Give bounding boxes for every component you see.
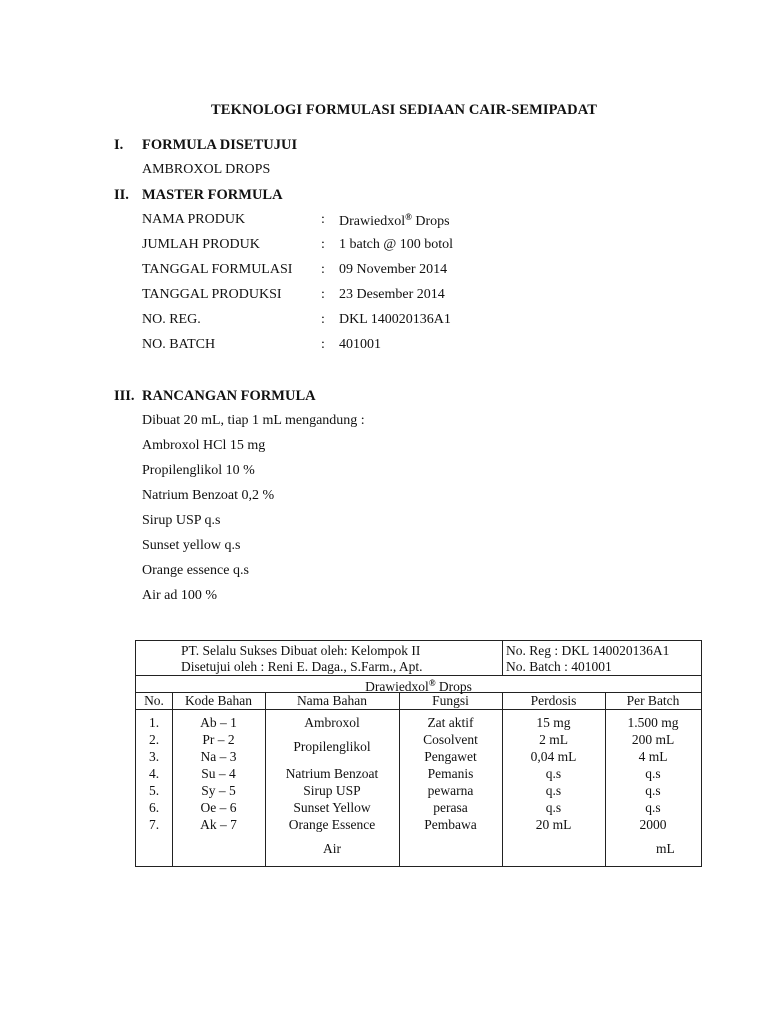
list-item: Natrium Benzoat 0,2 % xyxy=(142,488,275,503)
table-cell: 4 mL xyxy=(638,749,668,764)
column-kode xyxy=(172,714,265,833)
table-cell: Propilenglikol xyxy=(293,739,371,754)
approved-formula-name: AMBROXOL DROPS xyxy=(142,162,271,177)
table-cell: Pemanis xyxy=(427,766,474,781)
registered-mark: ® xyxy=(428,678,436,688)
mf-label: NO. REG. xyxy=(142,312,201,327)
table-cell: 2 mL xyxy=(539,732,568,747)
table-cell: Na – 3 xyxy=(200,749,237,764)
column-perbatch xyxy=(605,714,701,816)
table-cell: Sirup USP xyxy=(303,783,361,798)
section-heading: FORMULA DISETUJUI xyxy=(142,137,298,153)
mf-value: Drawiedxol® Drops xyxy=(339,212,450,229)
mf-colon: : xyxy=(321,312,325,327)
company-line: PT. Selalu Sukses Dibuat oleh: Kelompok II xyxy=(181,643,421,658)
list-item: Propilenglikol 10 % xyxy=(142,463,255,478)
table-cell: Natrium Benzoat xyxy=(285,766,379,781)
table-cell: Sunset Yellow xyxy=(293,800,371,815)
table-cell: 1.500 mg xyxy=(627,715,679,730)
list-item: Ambroxol HCl 15 mg xyxy=(142,438,266,453)
formula-table xyxy=(135,640,702,867)
mf-value: 09 November 2014 xyxy=(339,262,448,277)
column-header: Fungsi xyxy=(432,693,469,708)
table-cell: Orange Essence xyxy=(288,817,376,832)
table-cell: 20 mL xyxy=(535,817,572,832)
mf-colon: : xyxy=(321,237,325,252)
table-cell: q.s xyxy=(545,766,562,781)
table-cell: mL xyxy=(656,841,675,856)
formula-intro: Dibuat 20 mL, tiap 1 mL mengandung : xyxy=(142,413,365,428)
table-cell: 1. xyxy=(148,715,160,730)
table-cell: 200 mL xyxy=(631,732,675,747)
mf-colon: : xyxy=(321,287,325,302)
table-cell: Zat aktif xyxy=(427,715,474,730)
mf-colon: : xyxy=(321,337,325,352)
table-cell: Air xyxy=(323,841,341,856)
table-cell: perasa xyxy=(433,800,468,815)
table-cell: 3. xyxy=(148,749,160,764)
section-number: III. xyxy=(114,388,135,404)
table-cell: Sy – 5 xyxy=(201,783,236,798)
list-item: Sunset yellow q.s xyxy=(142,538,241,553)
section-heading: RANCANGAN FORMULA xyxy=(142,388,316,404)
mf-label: TANGGAL FORMULASI xyxy=(142,262,293,277)
table-cell: 0,04 mL xyxy=(530,749,577,764)
column-perdosis xyxy=(502,714,605,833)
table-cell: Pembawa xyxy=(424,817,477,832)
table-cell: Pr – 2 xyxy=(202,732,235,747)
column-no xyxy=(136,714,172,833)
mf-label: JUMLAH PRODUK xyxy=(142,237,260,252)
table-cell: 15 mg xyxy=(536,715,571,730)
table-cell: Cosolvent xyxy=(423,732,478,747)
mf-label: TANGGAL PRODUKSI xyxy=(142,287,282,302)
mf-value: 1 batch @ 100 botol xyxy=(339,237,453,252)
table-cell: 2. xyxy=(148,732,160,747)
mf-value: 401001 xyxy=(339,337,381,352)
column-fungsi xyxy=(399,714,502,833)
mf-label: NO. BATCH xyxy=(142,337,216,352)
table-cell: q.s xyxy=(645,766,661,781)
table-cell: Oe – 6 xyxy=(200,800,237,815)
table-cell: 5. xyxy=(148,783,160,798)
table-cell: q.s xyxy=(545,783,562,798)
section-heading: MASTER FORMULA xyxy=(142,187,283,203)
table-cell: Pengawet xyxy=(424,749,477,764)
column-header: Perdosis xyxy=(530,693,577,708)
column-header: Per Batch xyxy=(626,693,680,708)
page-title: TEKNOLOGI FORMULASI SEDIAAN CAIR-SEMIPADAT xyxy=(211,102,597,118)
table-cell: 7. xyxy=(148,817,160,832)
section-number: I. xyxy=(114,137,124,153)
table-cell: q.s xyxy=(645,783,661,798)
mf-label: NAMA PRODUK xyxy=(142,212,246,227)
table-cell: Ambroxol xyxy=(304,715,360,730)
column-header: No. xyxy=(144,693,164,708)
table-cell: Ab – 1 xyxy=(200,715,237,730)
table-cell: 4. xyxy=(148,766,160,781)
table-cell: Su – 4 xyxy=(201,766,236,781)
table-cell: Ak – 7 xyxy=(200,817,237,832)
section-number: II. xyxy=(114,187,129,203)
product-name-row: Drawiedxol® Drops xyxy=(365,678,472,694)
list-item: Sirup USP q.s xyxy=(142,513,221,528)
table-cell: pewarna xyxy=(427,783,474,798)
registration-line: No. Reg : DKL 140020136A1 xyxy=(506,643,670,658)
mf-value: 23 Desember 2014 xyxy=(339,287,445,302)
registered-mark: ® xyxy=(405,212,412,222)
list-item: Air ad 100 % xyxy=(142,588,218,603)
table-cell: 2000 xyxy=(639,817,667,832)
approval-line: Disetujui oleh : Reni E. Daga., S.Farm., Apt. xyxy=(181,659,423,674)
table-cell: q.s xyxy=(645,800,661,815)
list-item: Orange essence q.s xyxy=(142,563,249,578)
table-cell: q.s xyxy=(545,800,562,815)
mf-value: DKL 140020136A1 xyxy=(339,312,451,327)
table-cell: 6. xyxy=(148,800,160,815)
mf-colon: : xyxy=(321,262,325,277)
batch-line: No. Batch : 401001 xyxy=(506,659,612,674)
column-header: Kode Bahan xyxy=(184,693,253,708)
mf-colon: : xyxy=(321,212,325,227)
column-header: Nama Bahan xyxy=(296,693,368,708)
